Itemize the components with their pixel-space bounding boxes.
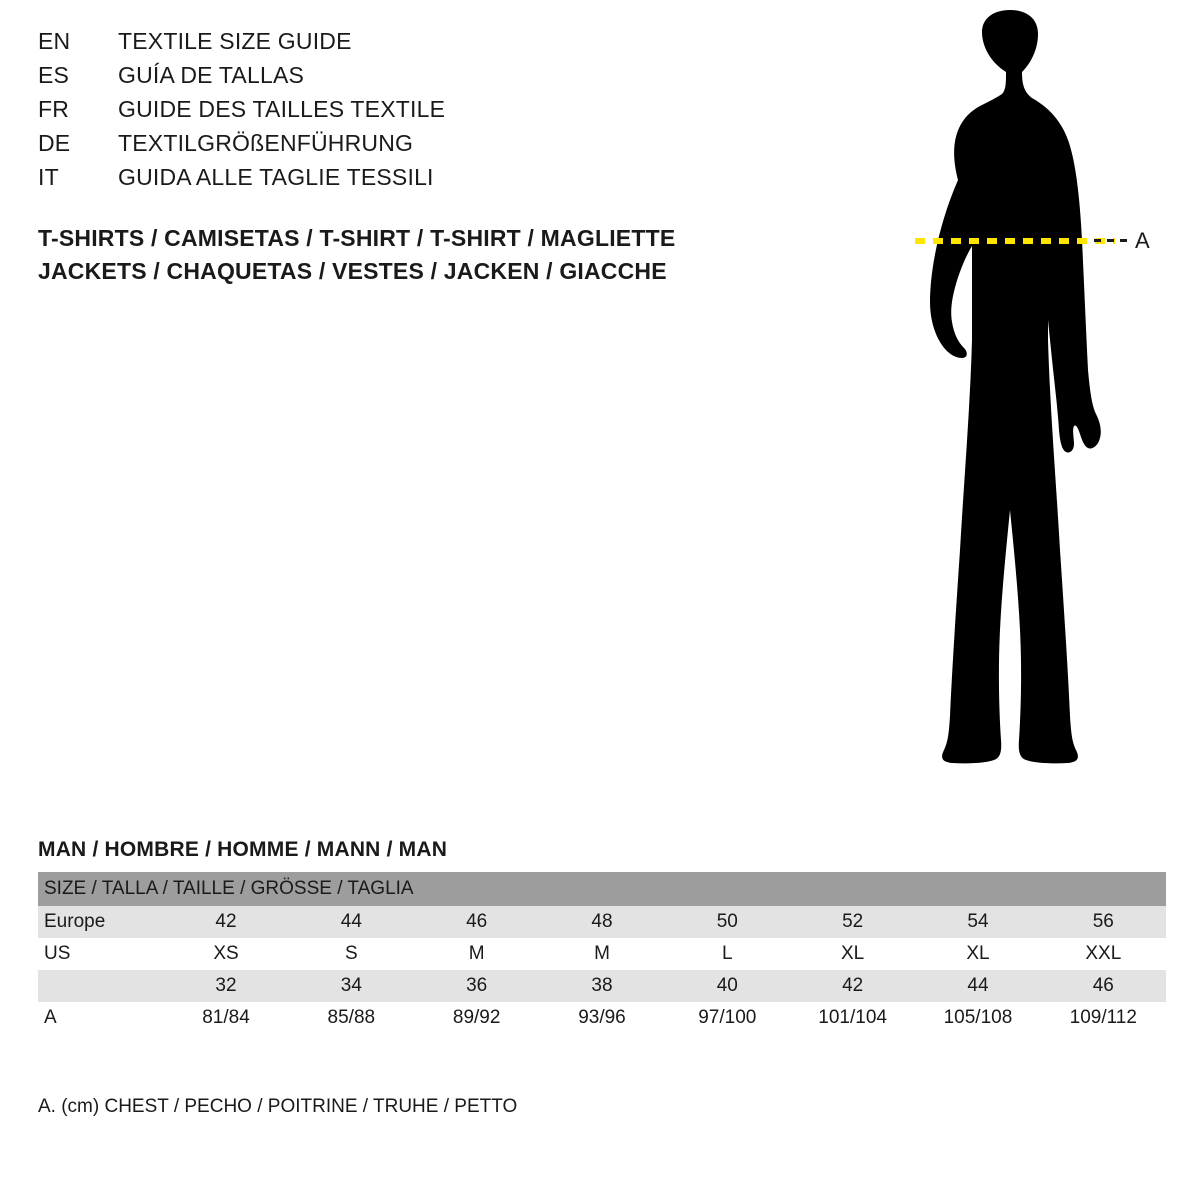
cell: 81/84 (163, 1002, 288, 1034)
table-row (38, 970, 1166, 1002)
table-header-row (38, 872, 1166, 906)
cell: XL (790, 938, 915, 970)
cell: 109/112 (1041, 1002, 1166, 1034)
language-code: FR (38, 96, 70, 122)
table-row (38, 1002, 1166, 1034)
size-table-section (38, 838, 1166, 1034)
cell: 97/100 (665, 1002, 790, 1034)
language-row (38, 28, 738, 62)
language-row (38, 164, 738, 198)
cell: XL (915, 938, 1040, 970)
language-code: IT (38, 164, 59, 190)
cell: 56 (1041, 906, 1166, 938)
cell: 85/88 (289, 1002, 414, 1034)
cell: 52 (790, 906, 915, 938)
row-label: A (38, 1002, 163, 1034)
language-row (38, 96, 738, 130)
language-row (38, 62, 738, 96)
cell: 50 (665, 906, 790, 938)
chest-measure-line (915, 238, 1115, 244)
cell: 44 (915, 970, 1040, 1002)
cell: 38 (539, 970, 664, 1002)
language-row (38, 130, 738, 164)
category-line-jackets: JACKETS / CHAQUETAS / VESTES / JACKEN / GIACCHE (38, 258, 667, 284)
cell: 93/96 (539, 1002, 664, 1034)
language-code: EN (38, 28, 71, 54)
cell: S (289, 938, 414, 970)
cell: 101/104 (790, 1002, 915, 1034)
cell: 34 (289, 970, 414, 1002)
cell: 42 (790, 970, 915, 1002)
table-footnote: A. (cm) CHEST / PECHO / POITRINE / TRUHE / PETTO (38, 1096, 518, 1117)
category-line-tshirts: T-SHIRTS / CAMISETAS / T-SHIRT / T-SHIRT / MAGLIETTE (38, 225, 676, 251)
cell: 105/108 (915, 1002, 1040, 1034)
language-header-block (38, 28, 738, 198)
size-table (38, 872, 1166, 1034)
cell: 89/92 (414, 1002, 539, 1034)
language-code: DE (38, 130, 71, 156)
cell: 46 (1041, 970, 1166, 1002)
language-title: GUIDA ALLE TAGLIE TESSILI (118, 164, 434, 190)
language-title: GUÍA DE TALLAS (118, 62, 305, 88)
measure-leader-line (1094, 239, 1132, 242)
cell: 46 (414, 906, 539, 938)
cell: 44 (289, 906, 414, 938)
cell: XXL (1041, 938, 1166, 970)
language-title: TEXTILE SIZE GUIDE (118, 28, 352, 54)
cell: 54 (915, 906, 1040, 938)
cell: 40 (665, 970, 790, 1002)
table-row (38, 906, 1166, 938)
measure-label-a: A (1135, 228, 1150, 253)
cell: 36 (414, 970, 539, 1002)
language-title: GUIDE DES TAILLES TEXTILE (118, 96, 446, 122)
cell: XS (163, 938, 288, 970)
cell: M (539, 938, 664, 970)
cell: 48 (539, 906, 664, 938)
row-label: Europe (38, 906, 163, 938)
cell: M (414, 938, 539, 970)
silhouette-icon (830, 10, 1170, 800)
garment-category-block (38, 222, 675, 288)
body-silhouette-figure (830, 10, 1170, 800)
table-header-label: SIZE / TALLA / TAILLE / GRÖSSE / TAGLIA (38, 872, 1166, 906)
table-group-title: MAN / HOMBRE / HOMME / MANN / MAN (38, 838, 448, 861)
language-title: TEXTILGRÖßENFÜHRUNG (118, 130, 414, 156)
row-label: US (38, 938, 163, 970)
row-label (38, 970, 163, 1002)
cell: L (665, 938, 790, 970)
language-code: ES (38, 62, 70, 88)
table-row (38, 938, 1166, 970)
cell: 42 (163, 906, 288, 938)
cell: 32 (163, 970, 288, 1002)
